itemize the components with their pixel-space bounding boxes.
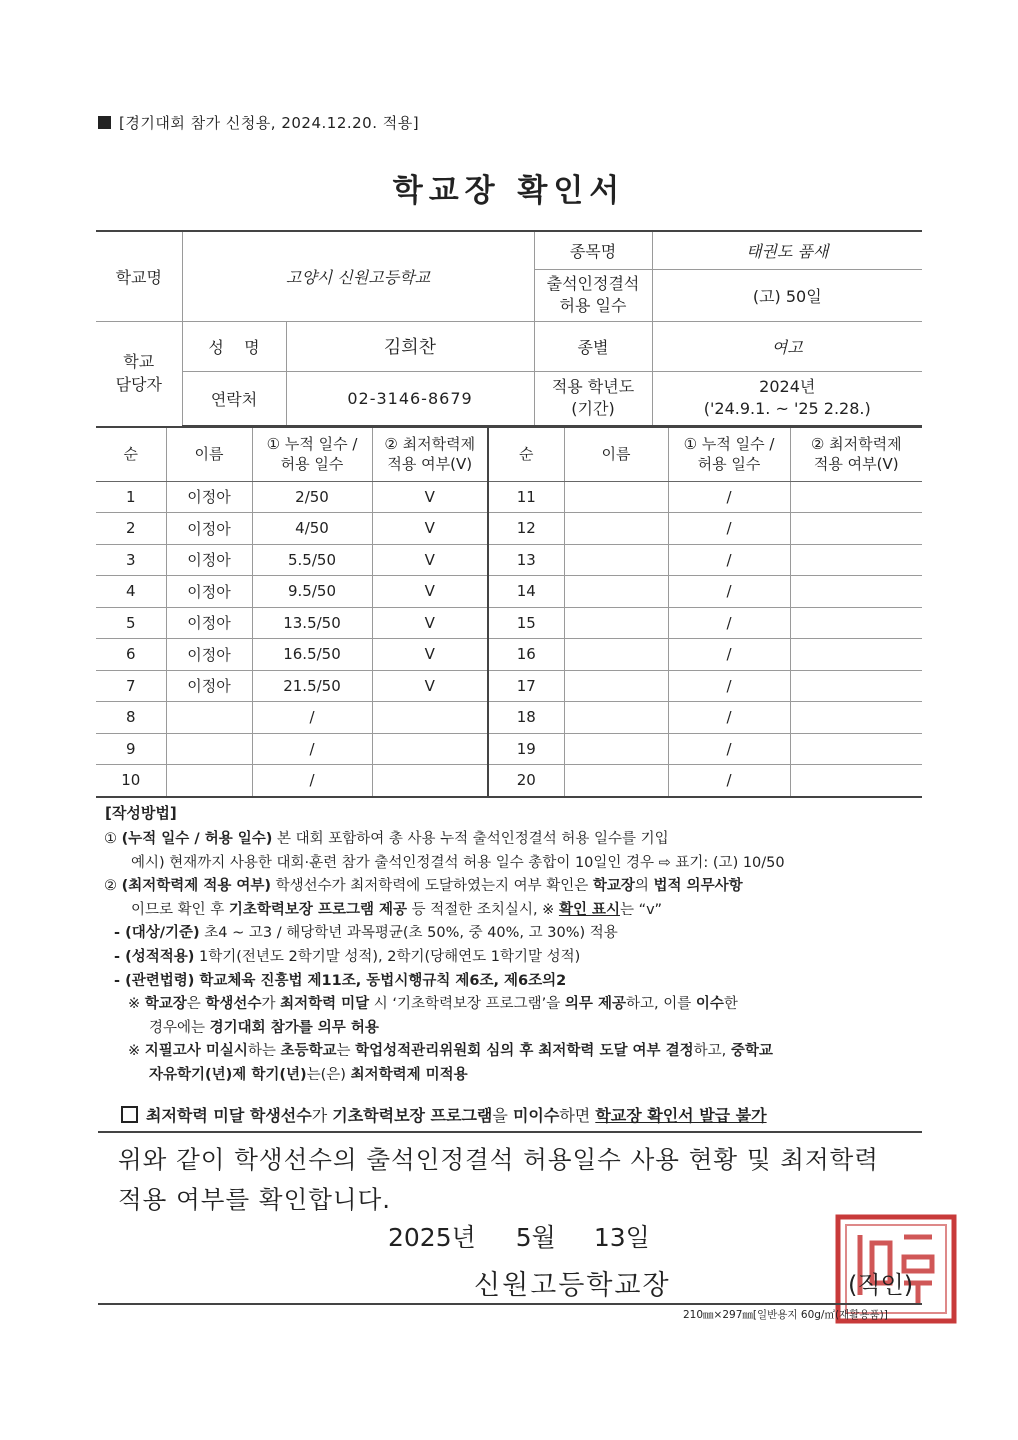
method-heading: [작성방법] — [105, 804, 177, 822]
event-value: 태권도 품새 — [652, 231, 922, 269]
row-check-2 — [790, 576, 922, 608]
row-check: V — [372, 639, 488, 671]
row-name-2 — [564, 733, 668, 765]
row-check-2 — [790, 544, 922, 576]
row-no-2: 14 — [488, 576, 564, 608]
name-value: 김희찬 — [286, 321, 534, 371]
row-name-2 — [564, 639, 668, 671]
header-name-2: 이름 — [564, 427, 668, 481]
method-line-5: - (대상/기준) 초4 ~ 고3 / 해당학년 과목평균(초 50%, 중 40%, 고 30%) 적용 — [114, 925, 618, 942]
row-no-2: 16 — [488, 639, 564, 671]
row-check-2 — [790, 513, 922, 545]
row-name — [166, 702, 252, 734]
issue-date: 2025년 5월 13일 — [388, 1223, 650, 1252]
method-line-4: 이므로 확인 후 기초학력보장 프로그램 제공 등 적절한 조치실시, ※ 확인 표시는 “v” — [131, 901, 662, 918]
row-days-2: / — [668, 670, 790, 702]
row-days: 2/50 — [252, 481, 372, 513]
square-bullet-icon — [98, 116, 111, 129]
row-check: V — [372, 607, 488, 639]
contact-value: 02-3146-8679 — [286, 371, 534, 426]
contact-label: 연락처 — [182, 371, 286, 426]
arrow-box-icon — [121, 1106, 138, 1123]
row-check-2 — [790, 733, 922, 765]
row-no: 3 — [96, 544, 166, 576]
row-name: 이정아 — [166, 576, 252, 608]
method-line-3: ② (최저학력제 적용 여부) 학생선수가 최저학력에 도달하였는지 여부 확인은 학교장의 법적 의무사항 — [104, 878, 743, 895]
row-days: 9.5/50 — [252, 576, 372, 608]
row-days-2: / — [668, 544, 790, 576]
row-name-2 — [564, 607, 668, 639]
table-row — [96, 702, 922, 734]
table-row — [96, 607, 922, 639]
row-name-2 — [564, 670, 668, 702]
row-check: V — [372, 670, 488, 702]
method-line-11: 자유학기(년)제 학기(년)는(은) 최저학력제 미적용 — [149, 1066, 468, 1083]
header-days-2: ① 누적 일수 / 허용 일수 — [668, 427, 790, 481]
row-days-2: / — [668, 607, 790, 639]
row-name: 이정아 — [166, 639, 252, 671]
row-name-2 — [564, 702, 668, 734]
row-no-2: 13 — [488, 544, 564, 576]
header-no-2: 순 — [488, 427, 564, 481]
row-name-2 — [564, 513, 668, 545]
table-row — [96, 513, 922, 545]
row-check-2 — [790, 702, 922, 734]
row-days: / — [252, 702, 372, 734]
row-days: 4/50 — [252, 513, 372, 545]
row-name — [166, 733, 252, 765]
row-no: 6 — [96, 639, 166, 671]
row-days-2: / — [668, 576, 790, 608]
row-days: / — [252, 765, 372, 797]
row-no-2: 20 — [488, 765, 564, 797]
row-days: 21.5/50 — [252, 670, 372, 702]
method-line-6: - (성적적용) 1학기(전년도 2학기말 성적), 2학기(당해연도 1학기말 성적) — [114, 948, 581, 965]
signer-name: 신원고등학교장 — [474, 1270, 671, 1301]
warning-line: 최저학력 미달 학생선수가 기초학력보장 프로그램을 미이수하면 학교장 확인서 발급 불가 — [121, 1103, 767, 1126]
row-days: 16.5/50 — [252, 639, 372, 671]
row-check — [372, 733, 488, 765]
row-name: 이정아 — [166, 544, 252, 576]
row-days-2: / — [668, 481, 790, 513]
row-check-2 — [790, 481, 922, 513]
row-name-2 — [564, 576, 668, 608]
paper-spec: 210㎜×297㎜[일반용지 60g/㎡(재활용품)] — [683, 1309, 888, 1321]
manager-label: 학교 담당자 — [96, 321, 182, 426]
absence-value: (고) 50일 — [652, 269, 922, 321]
seal-label: (직인) — [848, 1271, 914, 1299]
year-value: 2024년 ('24.9.1. ~ '25 2.28.) — [652, 371, 922, 426]
header-name: 이름 — [166, 427, 252, 481]
gender-value: 여고 — [652, 321, 922, 371]
row-no: 8 — [96, 702, 166, 734]
method-text — [104, 828, 934, 1088]
row-no-2: 19 — [488, 733, 564, 765]
gender-label: 종별 — [534, 321, 652, 371]
row-check-2 — [790, 639, 922, 671]
row-days-2: / — [668, 639, 790, 671]
attendance-table — [96, 426, 922, 798]
table-row — [96, 639, 922, 671]
method-line-10: ※ 지필고사 미실시하는 초등학교는 학업성적관리위원회 심의 후 최저학력 도달 여부 결정하고, 중학교 — [128, 1043, 773, 1060]
table-row — [96, 544, 922, 576]
row-days: 13.5/50 — [252, 607, 372, 639]
header-days: ① 누적 일수 / 허용 일수 — [252, 427, 372, 481]
divider-top — [98, 1131, 922, 1133]
name-label: 성 명 — [182, 321, 286, 371]
row-no: 2 — [96, 513, 166, 545]
row-no-2: 11 — [488, 481, 564, 513]
row-days-2: / — [668, 702, 790, 734]
method-line-1: ① (누적 일수 / 허용 일수) 본 대회 포함하여 총 사용 누적 출석인정결석 허용 일수를 기입 — [104, 831, 669, 847]
header-note: [경기대회 참가 신청용, 2024.12.20. 적용] — [98, 112, 419, 133]
row-no: 5 — [96, 607, 166, 639]
row-no-2: 17 — [488, 670, 564, 702]
row-name-2 — [564, 765, 668, 797]
row-no: 1 — [96, 481, 166, 513]
row-no-2: 12 — [488, 513, 564, 545]
table-row — [96, 733, 922, 765]
row-days-2: / — [668, 733, 790, 765]
row-days-2: / — [668, 513, 790, 545]
header-min-2: ② 최저학력제 적용 여부(V) — [790, 427, 922, 481]
row-no: 10 — [96, 765, 166, 797]
row-name-2 — [564, 481, 668, 513]
row-name: 이정아 — [166, 607, 252, 639]
row-check — [372, 765, 488, 797]
row-name-2 — [564, 544, 668, 576]
row-check — [372, 702, 488, 734]
row-check-2 — [790, 670, 922, 702]
row-name: 이정아 — [166, 670, 252, 702]
table-row — [96, 765, 922, 797]
row-no-2: 15 — [488, 607, 564, 639]
row-check-2 — [790, 765, 922, 797]
row-days: 5.5/50 — [252, 544, 372, 576]
row-no: 4 — [96, 576, 166, 608]
school-label: 학교명 — [96, 231, 182, 321]
divider-bottom — [98, 1303, 922, 1305]
info-table — [96, 230, 922, 427]
table-row — [96, 481, 922, 513]
row-check: V — [372, 481, 488, 513]
table-row — [96, 670, 922, 702]
row-days-2: / — [668, 765, 790, 797]
row-no-2: 18 — [488, 702, 564, 734]
event-label: 종목명 — [534, 231, 652, 269]
confirmation-text: 위와 같이 학생선수의 출석인정결석 허용일수 사용 현황 및 최저학력 적용 여부를 확인합니다. — [118, 1145, 879, 1214]
row-name — [166, 765, 252, 797]
school-value: 고양시 신원고등학교 — [182, 231, 534, 321]
method-line-2: 예시) 현재까지 사용한 대회·훈련 참가 출석인정결석 허용 일수 총합이 10일인 경우 ⇨ 표기: (고) 10/50 — [131, 854, 785, 871]
header-min: ② 최저학력제 적용 여부(V) — [372, 427, 488, 481]
row-check-2 — [790, 607, 922, 639]
absence-label: 출석인정결석 허용 일수 — [534, 269, 652, 321]
row-days: / — [252, 733, 372, 765]
year-label: 적용 학년도 (기간) — [534, 371, 652, 426]
row-no: 9 — [96, 733, 166, 765]
header-no: 순 — [96, 427, 166, 481]
page-title: 학교장 확인서 — [392, 173, 626, 209]
row-check: V — [372, 576, 488, 608]
method-line-8: ※ 학교장은 학생선수가 최저학력 미달 시 ‘기초학력보장 프로그램’을 의무 제공하고, 이를 이수한 — [128, 996, 738, 1013]
row-check: V — [372, 513, 488, 545]
row-name: 이정아 — [166, 481, 252, 513]
row-name: 이정아 — [166, 513, 252, 545]
table-row — [96, 576, 922, 608]
row-no: 7 — [96, 670, 166, 702]
method-line-9: 경우에는 경기대회 참가를 의무 허용 — [149, 1019, 379, 1036]
row-check: V — [372, 544, 488, 576]
method-line-7: - (관련법령) 학교체육 진흥법 제11조, 동법시행규칙 제6조, 제6조의2 — [114, 972, 567, 989]
